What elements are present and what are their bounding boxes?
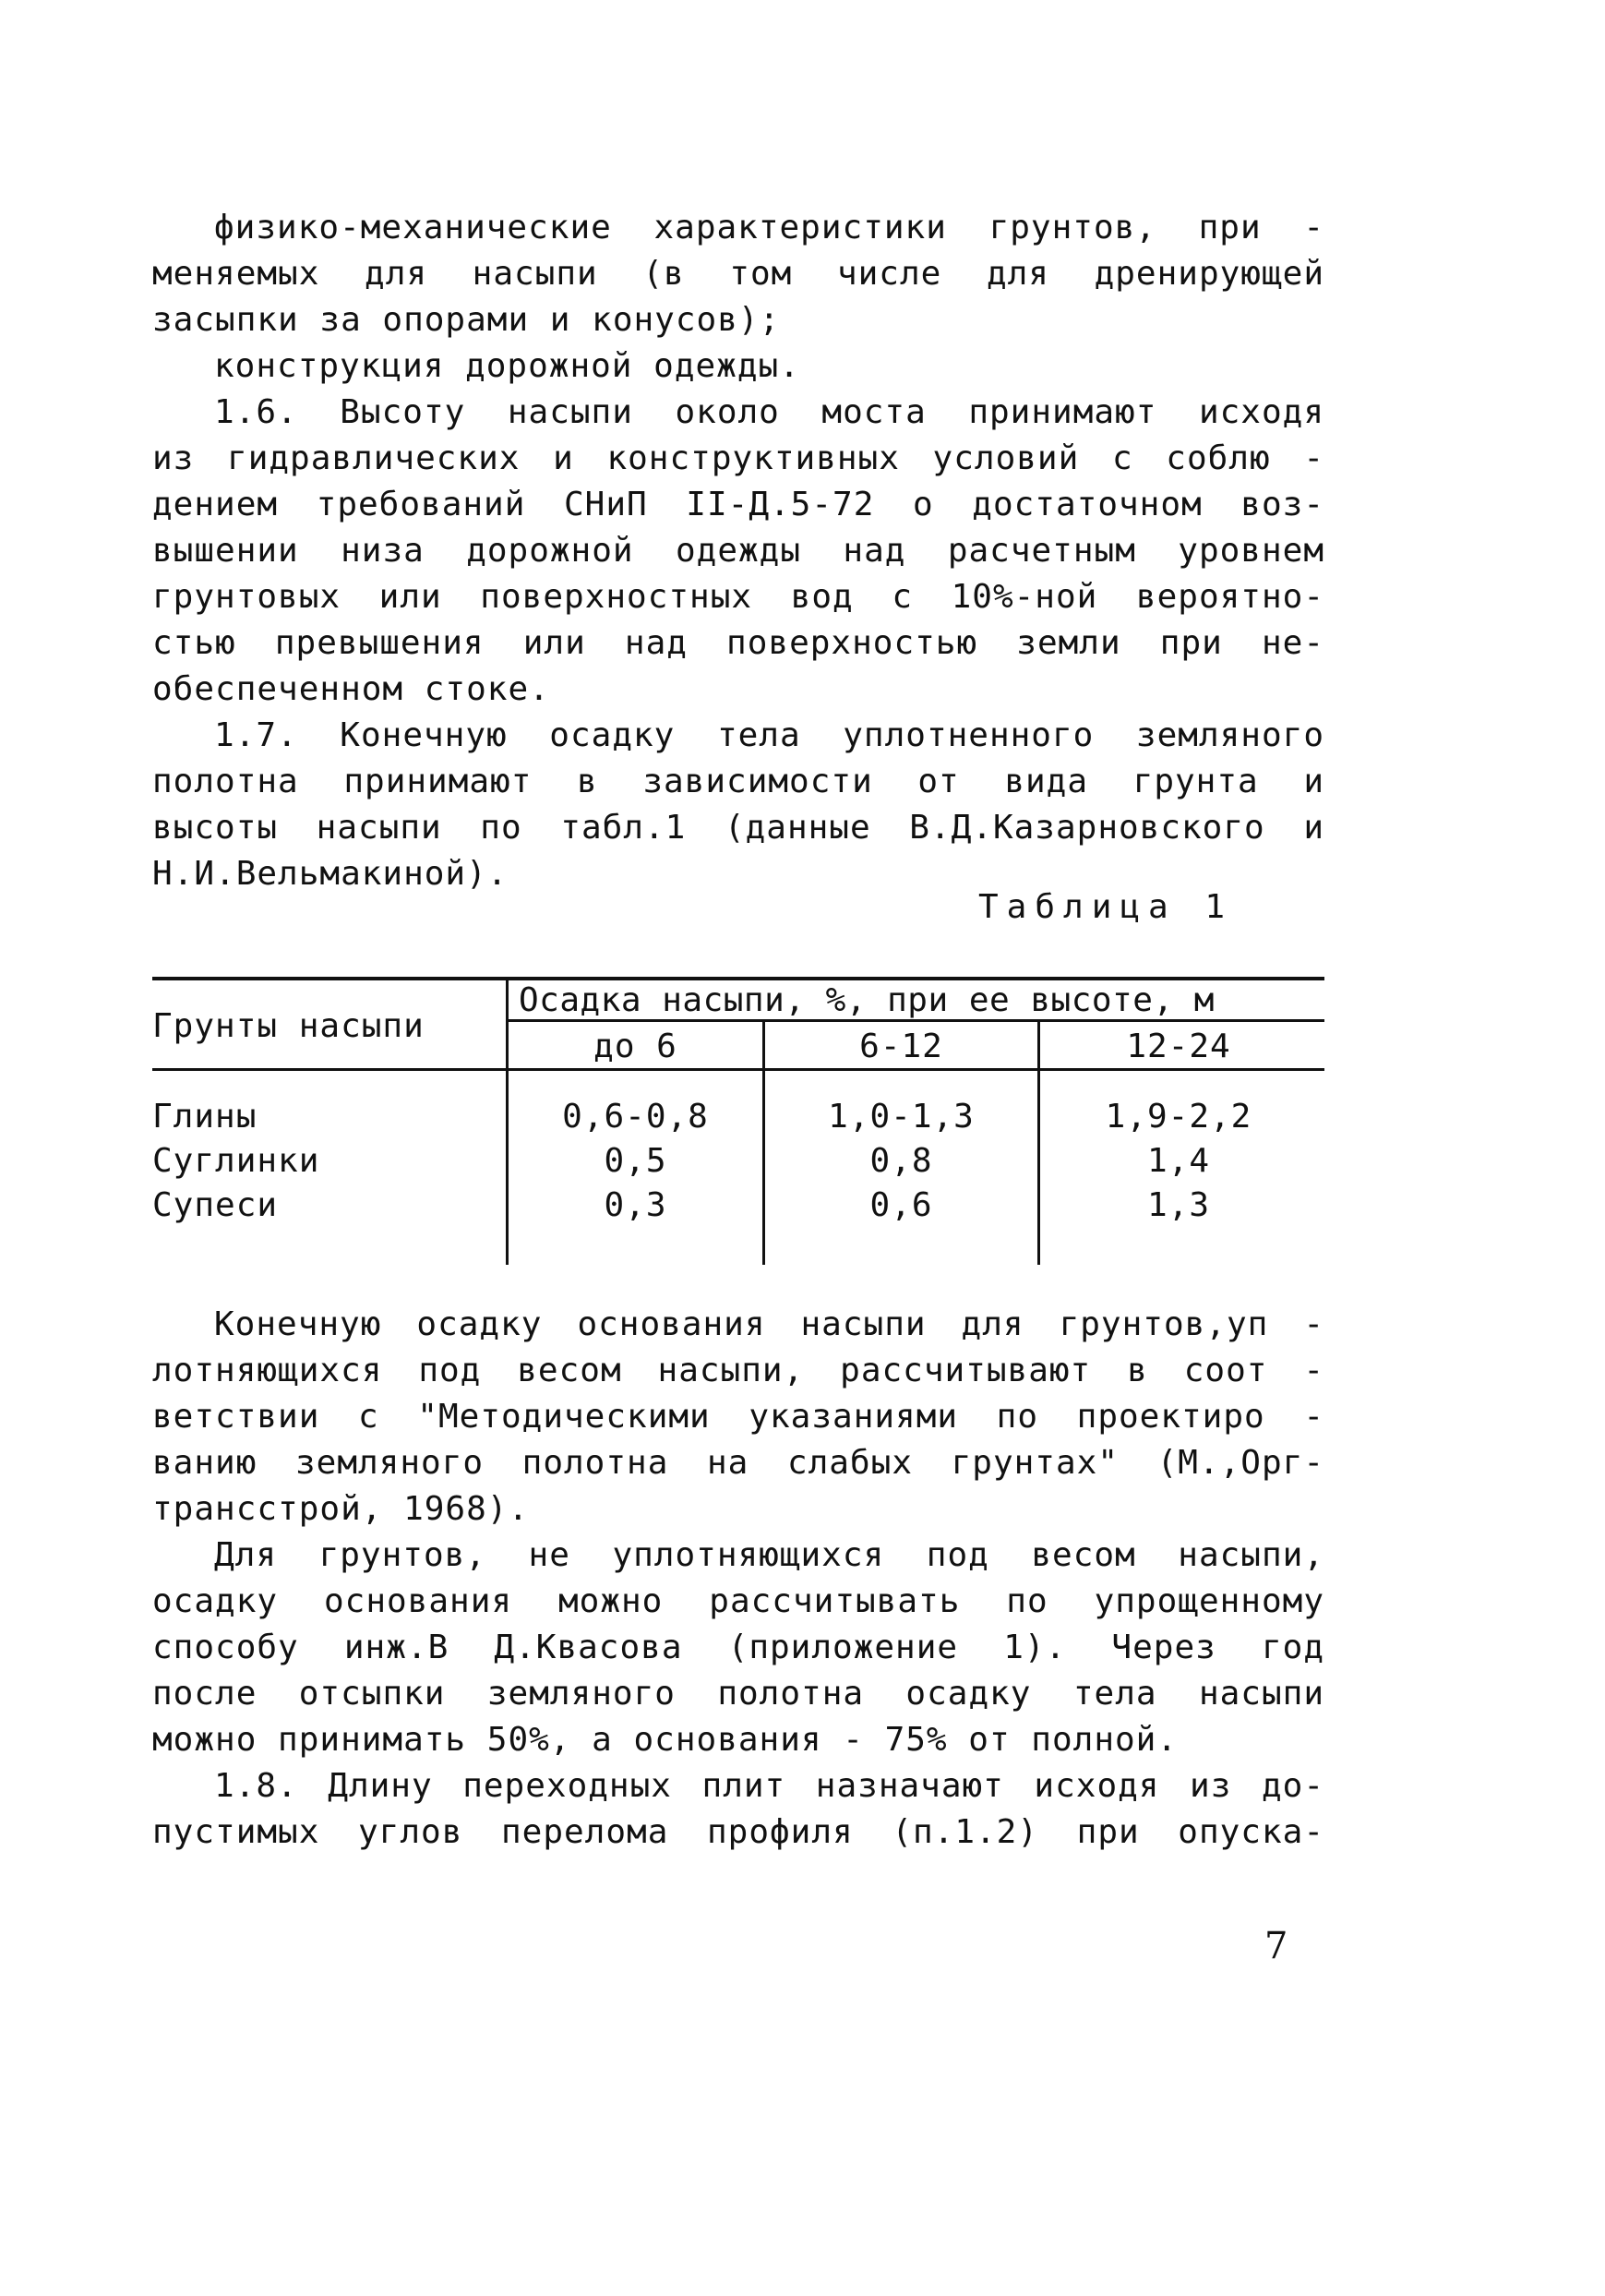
text-line: Для грунтов, не уплотняющихся под весом насыпи, — [214, 1536, 1324, 1574]
text-line: 1.6. Высоту насыпи около моста принимают исходя — [214, 393, 1324, 431]
text-line: 1.8. Длину переходных плит назначают исходя из до- — [214, 1767, 1324, 1805]
soil-name: Глины — [152, 1098, 258, 1136]
column-header: до 6 — [593, 1028, 677, 1065]
table-cell: 0,6-0,8 — [562, 1098, 709, 1136]
text-line: ветствии с "Методическими указаниями по проектиро - — [152, 1398, 1324, 1436]
text-line: осадку основания можно рассчитывать по упрощенному — [152, 1582, 1324, 1620]
text-line: грунтовых или поверхностных вод с 10%-ной вероятно- — [152, 578, 1324, 616]
text-line: конструкция дорожной одежды. — [214, 347, 800, 385]
table-cell: 1,9-2,2 — [1105, 1098, 1252, 1136]
table-cell: 0,6 — [869, 1186, 933, 1224]
table-caption: Таблица 1 — [978, 888, 1234, 926]
header-bottom-rule — [152, 1068, 1324, 1071]
soil-name: Супеси — [152, 1186, 279, 1224]
text-line: обеспеченном стоке. — [152, 670, 550, 708]
text-line: Н.И.Вельмакиной). — [152, 855, 509, 893]
text-line: пустимых углов перелома профиля (п.1.2) при опуска- — [152, 1813, 1324, 1851]
text-line: засыпки за опорами и конусов); — [152, 301, 781, 339]
text-line: дением требований СНиП II-Д.5-72 о достаточном воз- — [152, 486, 1324, 523]
column-header: 12-24 — [1126, 1028, 1231, 1065]
text-line: лотняющихся под весом насыпи, рассчитывают в соот - — [152, 1352, 1324, 1389]
text-line: вышении низа дорожной одежды над расчетным уровнем — [152, 532, 1324, 570]
table-cell: 0,8 — [869, 1142, 933, 1180]
header-settlement: Осадка насыпи, %, при ее высоте, м — [519, 981, 1215, 1019]
text-line: Конечную осадку основания насыпи для грунтов,уп - — [214, 1305, 1324, 1343]
text-line: высоты насыпи по табл.1 (данные В.Д.Казарновского и — [152, 809, 1324, 847]
table-cell: 0,3 — [604, 1186, 667, 1224]
soil-name: Суглинки — [152, 1142, 320, 1180]
text-line: из гидравлических и конструктивных условий с соблю - — [152, 439, 1324, 477]
text-line: трансстрой, 1968). — [152, 1490, 530, 1528]
text-line: после отсыпки земляного полотна осадку тела насыпи — [152, 1675, 1324, 1713]
text-line: меняемых для насыпи (в том числе для дренирующей — [152, 255, 1324, 293]
table-cell: 1,4 — [1146, 1142, 1211, 1180]
text-line: ванию земляного полотна на слабых грунтах" (М.,Орг- — [152, 1444, 1324, 1482]
header-soil: Грунты насыпи — [152, 1007, 425, 1045]
table-cell: 1,0-1,3 — [828, 1098, 975, 1136]
column-header: 6-12 — [859, 1028, 943, 1065]
text-line: 1.7. Конечную осадку тела уплотненного земляного — [214, 716, 1324, 754]
table-cell: 0,5 — [604, 1142, 667, 1180]
page-number: 7 — [1264, 1925, 1288, 1967]
text-line: стью превышения или над поверхностью земли при не- — [152, 624, 1324, 662]
text-line: полотна принимают в зависимости от вида грунта и — [152, 763, 1324, 800]
text-line: можно принимать 50%, а основания - 75% от полной. — [152, 1721, 1179, 1759]
table-cell: 1,3 — [1146, 1186, 1211, 1224]
text-line: физико-механические характеристики грунтов, при - — [214, 209, 1324, 246]
text-line: способу инж.В Д.Квасова (приложение 1). Через год — [152, 1629, 1324, 1666]
